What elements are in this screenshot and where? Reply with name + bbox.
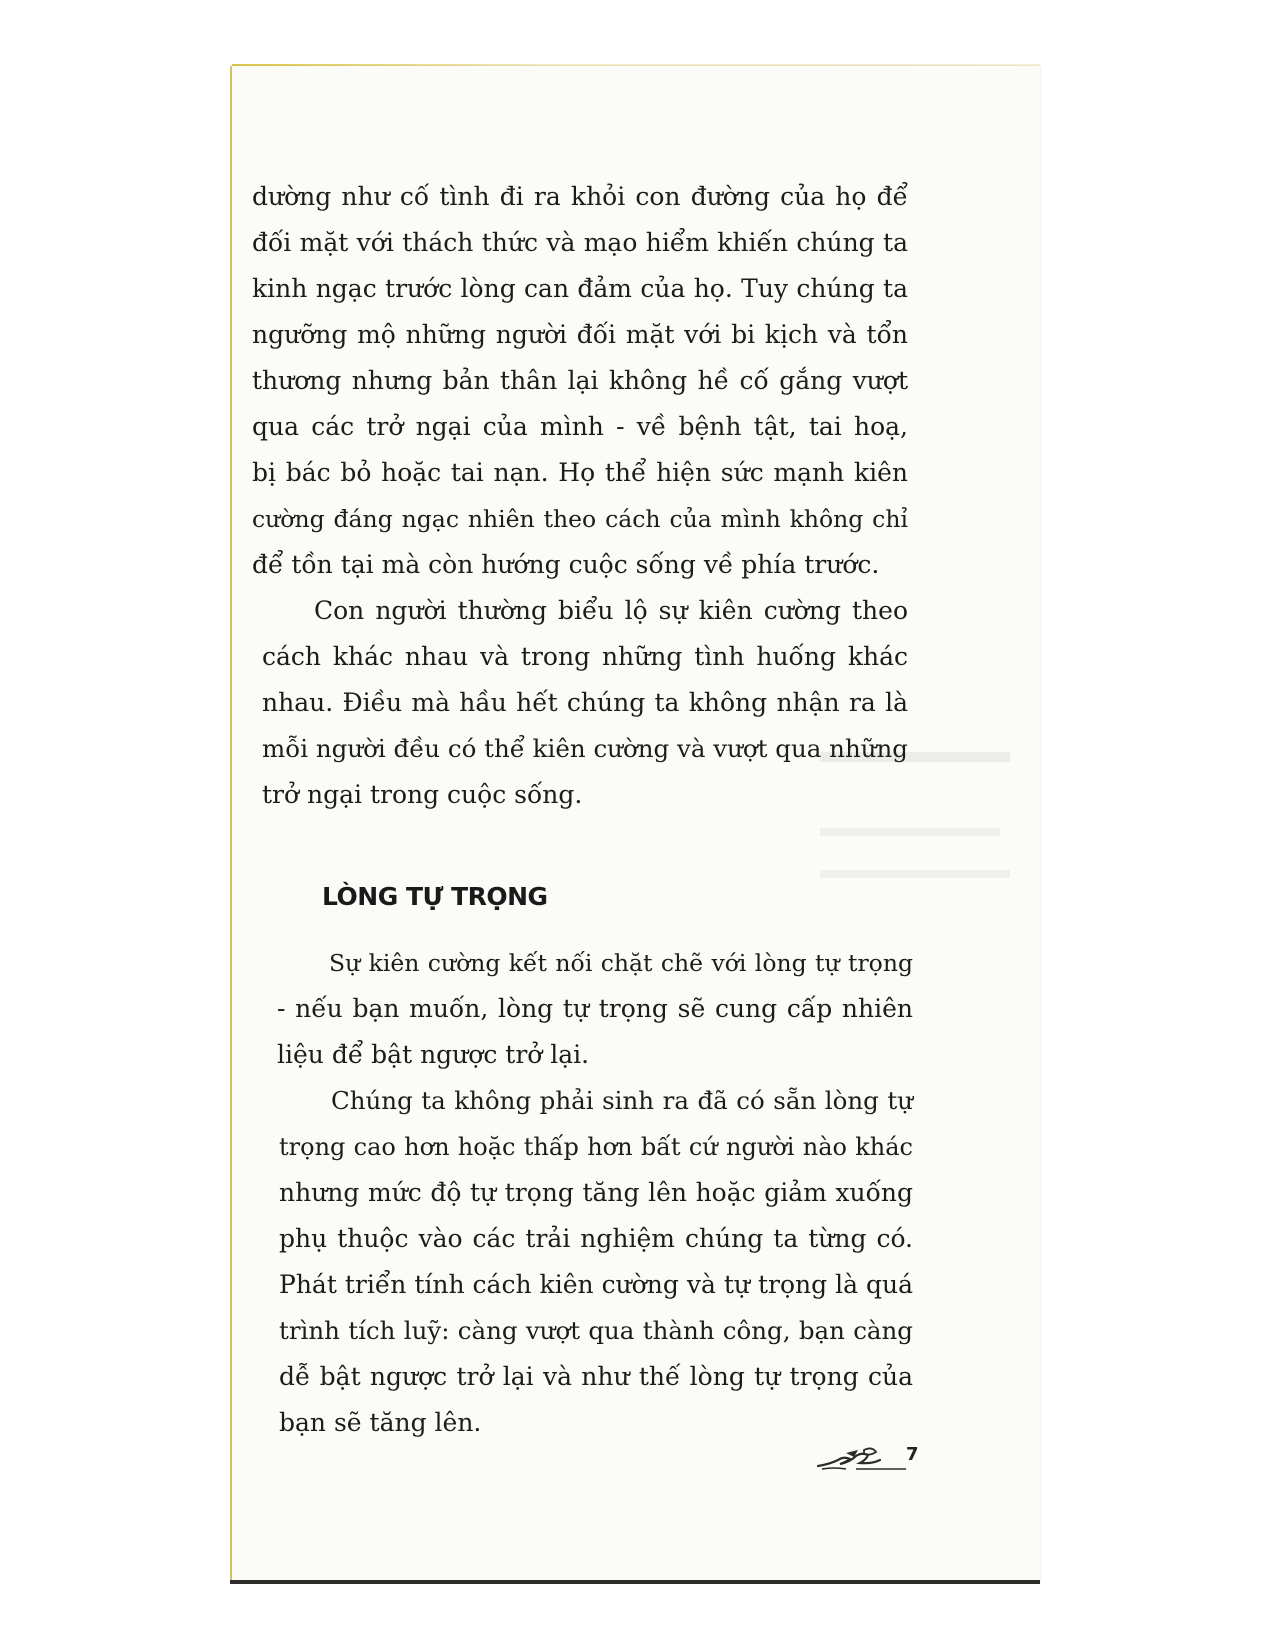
text-line: để tồn tại mà còn hướng cuộc sống về phía trước.	[252, 550, 880, 579]
section-heading: LÒNG TỰ TRỌNG	[322, 882, 548, 911]
text-line: đối mặt với thách thức và mạo hiểm khiến chúng ta	[252, 228, 908, 257]
text-line: thương nhưng bản thân lại không hề cố gắng vượt	[252, 366, 908, 395]
text-line: dễ bật ngược trở lại và như thế lòng tự trọng của	[279, 1362, 913, 1391]
text-line: Con người thường biểu lộ sự kiên cường theo	[314, 596, 908, 625]
page-footer	[816, 1444, 920, 1474]
text-line: phụ thuộc vào các trải nghiệm chúng ta từng có.	[279, 1224, 913, 1253]
text-line: mỗi người đều có thể kiên cường và vượt qua những	[262, 734, 908, 763]
text-line: trình tích luỹ: càng vượt qua thành công, bạn càng	[279, 1316, 913, 1345]
text-line: bạn sẽ tăng lên.	[279, 1408, 482, 1437]
text-line: Chúng ta không phải sinh ra đã có sẵn lòng tự	[331, 1086, 913, 1115]
paragraph-3	[277, 940, 913, 1078]
page-number: 7	[906, 1444, 919, 1465]
text-line: trọng cao hơn hoặc thấp hơn bất cứ người nào khác	[279, 1133, 913, 1161]
text-line: qua các trở ngại của mình - về bệnh tật, tai hoạ,	[252, 412, 908, 441]
text-line: bị bác bỏ hoặc tai nạn. Họ thể hiện sức mạnh kiên	[252, 458, 908, 487]
page-edge-bottom	[230, 1580, 1040, 1584]
paragraph-2	[262, 588, 908, 818]
text-line: dường như cố tình đi ra khỏi con đường của họ để	[252, 182, 908, 211]
text-line: cách khác nhau và trong những tình huống khác	[262, 642, 908, 671]
text-line: nhưng mức độ tự trọng tăng lên hoặc giảm xuống	[279, 1178, 913, 1207]
paragraph-1	[252, 174, 908, 588]
text-line: trở ngại trong cuộc sống.	[262, 780, 583, 809]
text-line: kinh ngạc trước lòng can đảm của họ. Tuy chúng ta	[252, 274, 908, 303]
text-line: liệu để bật ngược trở lại.	[277, 1040, 590, 1069]
text-line: - nếu bạn muốn, lòng tự trọng sẽ cung cấp nhiên	[277, 994, 913, 1023]
footer-ornament-icon	[816, 1444, 906, 1474]
text-line: Phát triển tính cách kiên cường và tự trọng là quá	[279, 1270, 913, 1299]
text-line: nhau. Điều mà hầu hết chúng ta không nhận ra là	[262, 688, 908, 717]
text-line: cường đáng ngạc nhiên theo cách của mình không chỉ	[252, 505, 908, 533]
paragraph-4	[279, 1078, 913, 1446]
text-line: ngưỡng mộ những người đối mặt với bi kịch và tổn	[252, 320, 908, 349]
text-line: Sự kiên cường kết nối chặt chẽ với lòng tự trọng	[329, 949, 913, 977]
